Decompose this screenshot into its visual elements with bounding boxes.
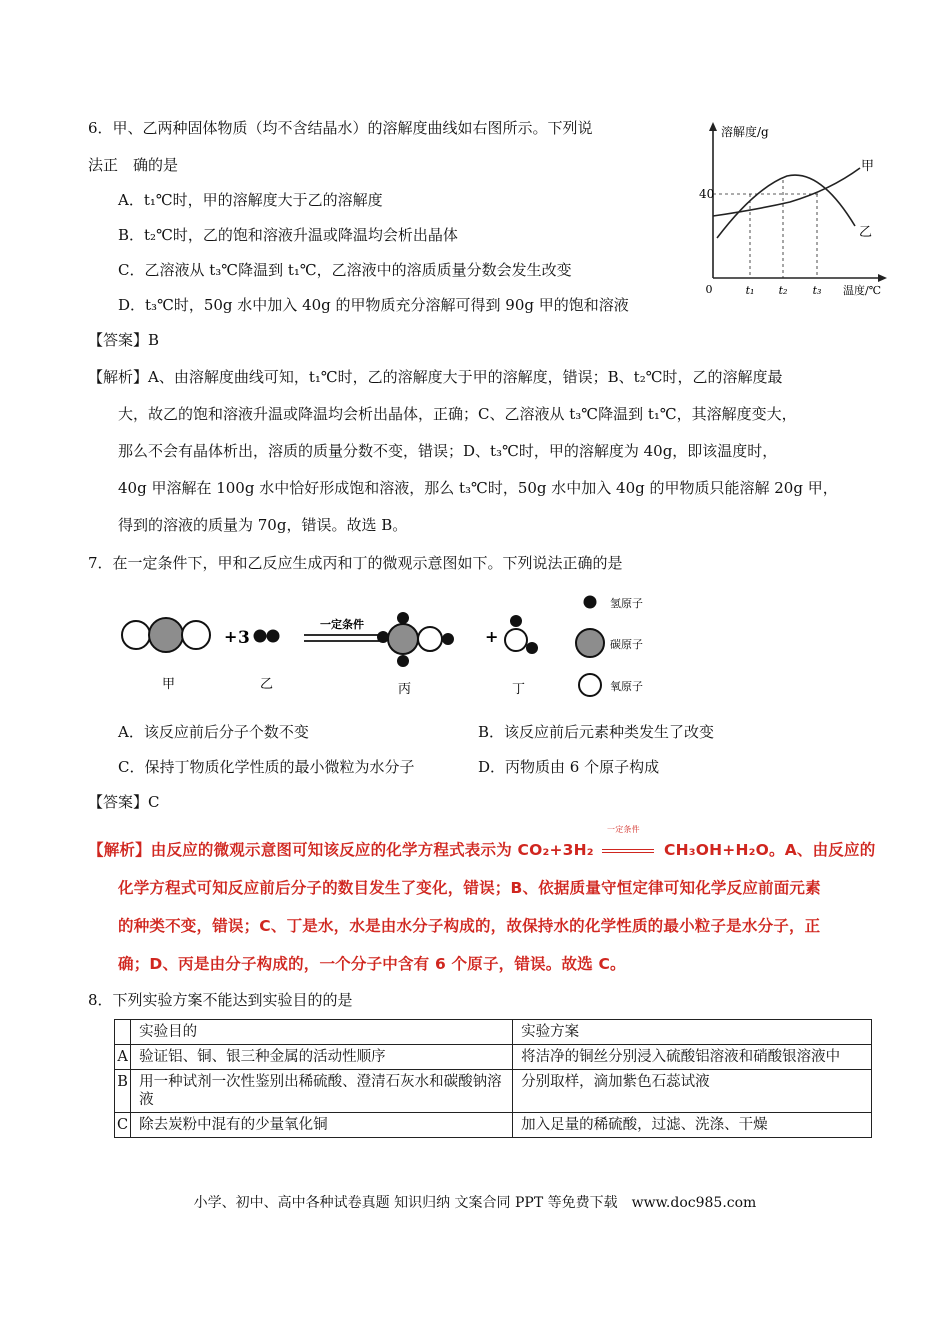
table-header-row xyxy=(115,1020,872,1045)
graph-ylabel: 溶解度/g xyxy=(721,125,769,139)
curve-yi-label: 乙 xyxy=(859,225,873,240)
y-axis-arrow-icon xyxy=(709,122,717,131)
bing-carbon xyxy=(388,624,418,654)
q7-option-b: B．该反应前后元素种类发生了改变 xyxy=(478,723,715,741)
q7-answer: 【答案】C xyxy=(88,793,160,811)
bing-hydrogen-bottom xyxy=(397,655,409,667)
q7-analysis-line3: 的种类不变，错误；C、丁是水，水是由水分子构成的，故保持水的化学性质的最小粒子是水分子，正 xyxy=(118,917,821,935)
table-header-plan: 实验方案 xyxy=(513,1020,872,1045)
legend-hydrogen-icon xyxy=(584,596,597,609)
row-plan: 分别取样，滴加紫色石蕊试液 xyxy=(513,1070,872,1113)
q6-option-d: D．t₃℃时，50g 水中加入 40g 的甲物质充分溶解可得到 90g 甲的饱和溶液 xyxy=(118,296,629,314)
table-row xyxy=(115,1113,872,1138)
plus-sign-2: + xyxy=(485,627,499,646)
page-footer: 小学、初中、高中各种试卷真题 知识归纳 文案合同 PPT 等免费下载 www.doc985.com xyxy=(193,1195,757,1211)
q6-stem-line1: 6．甲、乙两种固体物质（均不含结晶水）的溶解度曲线如右图所示。下列说 xyxy=(88,119,593,137)
ding-hydrogen-right xyxy=(526,642,538,654)
legend-oxygen: 氧原子 xyxy=(610,680,643,693)
q7-analysis-line1b: CH₃OH+H₂O。A、由反应的 xyxy=(664,841,876,859)
row-key: B xyxy=(115,1070,131,1113)
graph-x-tick-t1: t₁ xyxy=(745,284,755,297)
q6-analysis-line2: 大，故乙的饱和溶液升温或降温均会析出晶体，正确；C、乙溶液从 t₃℃降温到 t₁℃，其溶解度变大， xyxy=(118,405,797,423)
q6-option-c: C．乙溶液从 t₃℃降温到 t₁℃，乙溶液中的溶质质量分数会发生改变 xyxy=(118,261,572,279)
row-goal: 用一种试剂一次性鉴别出稀硫酸、澄清石灰水和碳酸钠溶液 xyxy=(131,1070,513,1113)
row-plan: 将洁净的铜丝分别浸入硫酸铝溶液和硝酸银溶液中 xyxy=(513,1045,872,1070)
graph-y-tick-40: 40 xyxy=(699,187,715,201)
label-ding: 丁 xyxy=(512,682,526,697)
q6-answer: 【答案】B xyxy=(88,331,160,349)
x-axis-arrow-icon xyxy=(878,274,887,282)
jia-carbon xyxy=(149,618,183,652)
q6-option-b: B．t₂℃时，乙的饱和溶液升温或降温均会析出晶体 xyxy=(118,226,458,244)
q7-equation-equals xyxy=(602,849,654,853)
label-jia: 甲 xyxy=(162,677,176,692)
q6-analysis-line1: 【解析】A、由溶解度曲线可知，t₁℃时，乙的溶解度大于甲的溶解度，错误；B、t₂℃时，乙的溶解度最 xyxy=(88,368,783,386)
label-bing: 丙 xyxy=(398,682,412,697)
graph-x-tick-t2: t₂ xyxy=(778,284,788,297)
q6-analysis-line3: 那么不会有晶体析出，溶质的质量分数不变，错误；D、t₃℃时，甲的溶解度为 40g，即该温度时， xyxy=(118,442,778,460)
row-key: A xyxy=(115,1045,131,1070)
plus-sign-1: + xyxy=(224,627,238,646)
curve-jia xyxy=(713,168,860,216)
q7-stem: 7．在一定条件下，甲和乙反应生成丙和丁的微观示意图如下。下列说法正确的是 xyxy=(88,554,623,572)
coef-3: 3 xyxy=(238,628,250,648)
jia-oxygen-right xyxy=(182,621,210,649)
table-header-key xyxy=(115,1020,131,1045)
condition-label: 一定条件 xyxy=(320,618,364,631)
bing-hydrogen-right xyxy=(442,633,454,645)
q7-option-c: C．保持丁物质化学性质的最小微粒为水分子 xyxy=(118,758,415,776)
bing-hydrogen-left xyxy=(377,631,389,643)
legend-carbon: 碳原子 xyxy=(610,638,643,651)
q7-analysis-line1a: 【解析】由反应的微观示意图可知该反应的化学方程式表示为 CO₂+3H₂ xyxy=(88,841,594,859)
ding-oxygen xyxy=(505,629,527,651)
q8-stem: 8．下列实验方案不能达到实验目的的是 xyxy=(88,991,353,1009)
legend-oxygen-icon xyxy=(579,674,601,696)
bing-oxygen xyxy=(418,627,442,651)
label-yi: 乙 xyxy=(260,677,274,692)
table-header-goal: 实验目的 xyxy=(131,1020,513,1045)
q6-analysis-line5: 得到的溶液的质量为 70g，错误。故选 B。 xyxy=(118,516,408,534)
q8-table xyxy=(114,1019,872,1138)
row-goal: 验证铝、铜、银三种金属的活动性顺序 xyxy=(131,1045,513,1070)
table-row xyxy=(115,1045,872,1070)
graph-origin: 0 xyxy=(705,283,713,296)
yi-hydrogen-1 xyxy=(254,630,267,643)
ding-hydrogen-top xyxy=(510,615,522,627)
yi-hydrogen-2 xyxy=(267,630,280,643)
q6-option-a: A．t₁℃时，甲的溶解度大于乙的溶解度 xyxy=(118,191,383,209)
table-row xyxy=(115,1070,872,1113)
legend-hydrogen: 氢原子 xyxy=(610,597,643,610)
solubility-graph xyxy=(695,118,895,300)
row-plan: 加入足量的稀硫酸，过滤、洗涤、干燥 xyxy=(513,1113,872,1138)
q7-option-a: A．该反应前后分子个数不变 xyxy=(118,723,309,741)
reaction-diagram xyxy=(118,585,663,700)
q6-stem-line2: 法正 确的是 xyxy=(88,156,179,174)
row-key: C xyxy=(115,1113,131,1138)
q7-analysis-line2: 化学方程式可知反应前后分子的数目发生了变化，错误；B、依据质量守恒定律可知化学反应前面元素 xyxy=(118,879,821,897)
q7-option-d: D．丙物质由 6 个原子构成 xyxy=(478,758,660,776)
jia-oxygen-left xyxy=(122,621,150,649)
row-goal: 除去炭粉中混有的少量氧化铜 xyxy=(131,1113,513,1138)
q6-analysis-line4: 40g 甲溶解在 100g 水中恰好形成饱和溶液，那么 t₃℃时，50g 水中加入 40g 的甲物质只能溶解 20g 甲， xyxy=(118,479,838,497)
curve-jia-label: 甲 xyxy=(861,159,875,174)
q7-analysis-line4: 确；D、丙是由分子构成的，一个分子中含有 6 个原子，错误。故选 C。 xyxy=(118,955,626,973)
legend-carbon-icon xyxy=(576,629,604,657)
q7-analysis-condition: 一定条件 xyxy=(607,825,640,834)
bing-hydrogen-top xyxy=(397,612,409,624)
graph-xlabel: 温度/℃ xyxy=(843,284,882,297)
graph-x-tick-t3: t₃ xyxy=(812,284,822,297)
